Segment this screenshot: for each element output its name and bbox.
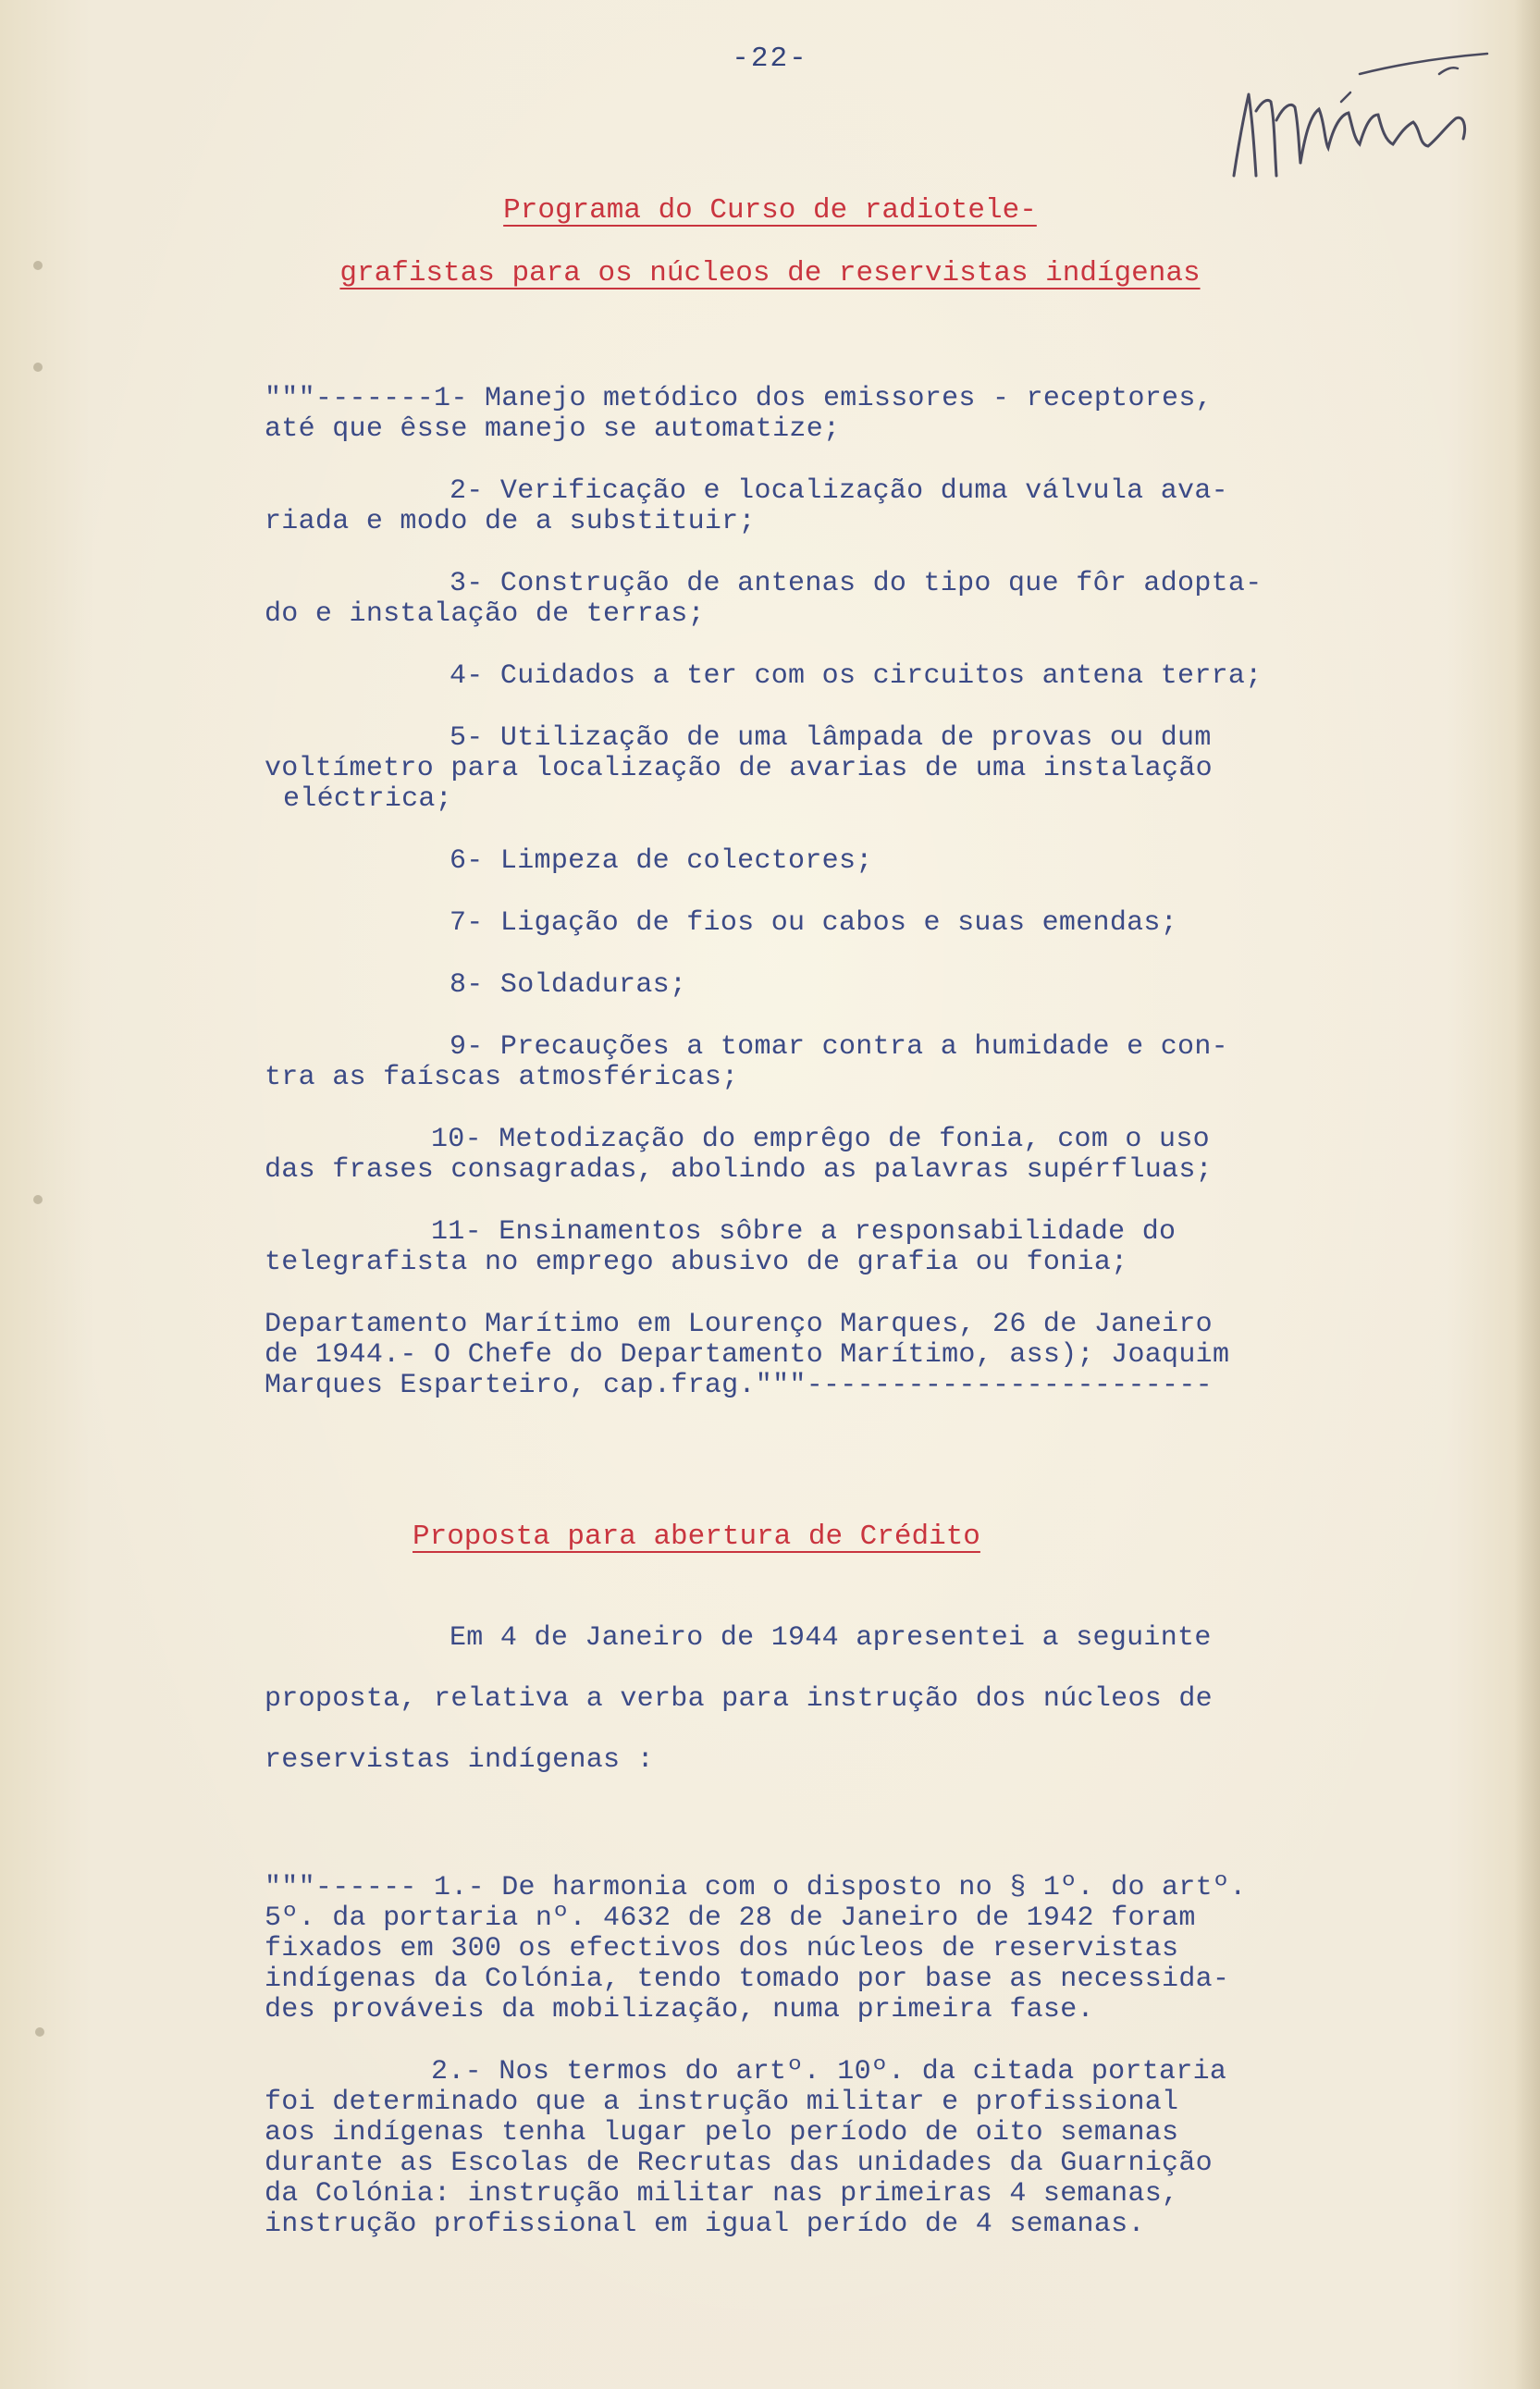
text-line: durante as Escolas de Recrutas das unidades da Guarnição bbox=[265, 2148, 1213, 2179]
paper-mark bbox=[33, 1195, 43, 1204]
text-line: eléctrica; bbox=[283, 783, 453, 815]
text-line: fixados em 300 os efectivos dos núcleos de reservistas bbox=[265, 1933, 1179, 1964]
text-line: Marques Esparteiro, cap.frag."""------------------------ bbox=[265, 1370, 1213, 1401]
text-line: 10- Metodização do emprêgo de fonia, com o uso bbox=[431, 1124, 1210, 1155]
text-line: 7- Ligação de fios ou cabos e suas emendas; bbox=[450, 907, 1178, 939]
text-line: """-------1- Manejo metódico dos emissores - receptores, bbox=[265, 383, 1213, 414]
text-line: 9- Precauções a tomar contra a humidade e con- bbox=[450, 1031, 1228, 1063]
paper-edge-shadow bbox=[1514, 0, 1540, 2389]
text-line: proposta, relativa a verba para instrução dos núcleos de bbox=[265, 1683, 1213, 1715]
text-line: voltímetro para localização de avarias de uma instalação bbox=[265, 753, 1213, 784]
paper-mark bbox=[35, 2027, 44, 2037]
page-number: -22- bbox=[732, 43, 808, 75]
section-title-line-2: grafistas para os núcleos de reservistas indígenas bbox=[339, 257, 1201, 289]
text-line: riada e modo de a substituir; bbox=[265, 506, 756, 537]
text-line: 5- Utilização de uma lâmpada de provas ou dum bbox=[450, 722, 1212, 754]
text-line: até que êsse manejo se automatize; bbox=[265, 413, 841, 445]
text-line: das frases consagradas, abolindo as palavras supérfluas; bbox=[265, 1154, 1213, 1186]
text-line: 3- Construção de antenas do tipo que fôr adopta- bbox=[450, 568, 1263, 599]
text-line: de 1944.- O Chefe do Departamento Marítimo, ass); Joaquim bbox=[265, 1339, 1230, 1371]
text-line: foi determinado que a instrução militar e profissional bbox=[265, 2087, 1179, 2118]
text-line: Departamento Marítimo em Lourenço Marques, 26 de Janeiro bbox=[265, 1309, 1213, 1340]
text-line: """------ 1.- De harmonia com o disposto no § 1º. do artº. bbox=[265, 1872, 1247, 1903]
text-line: 4- Cuidados a ter com os circuitos antena terra; bbox=[450, 660, 1263, 692]
text-line: 6- Limpeza de colectores; bbox=[450, 845, 873, 877]
handwritten-signature bbox=[1221, 37, 1498, 203]
section-title: Proposta para abertura de Crédito bbox=[413, 1521, 980, 1553]
text-line: 11- Ensinamentos sôbre a responsabilidade do bbox=[431, 1216, 1177, 1248]
text-line: Em 4 de Janeiro de 1944 apresentei a seguinte bbox=[450, 1622, 1212, 1654]
text-line: telegrafista no emprego abusivo de grafia ou fonia; bbox=[265, 1247, 1128, 1278]
paper-mark bbox=[33, 363, 43, 372]
text-line: instrução profissional em igual perído de 4 semanas. bbox=[265, 2209, 1145, 2240]
text-line: 5º. da portaria nº. 4632 de 28 de Janeiro de 1942 foram bbox=[265, 1903, 1196, 1934]
text-line: aos indígenas tenha lugar pelo período de oito semanas bbox=[265, 2117, 1179, 2149]
text-line: 2- Verificação e localização duma válvula ava- bbox=[450, 475, 1228, 507]
text-line: do e instalação de terras; bbox=[265, 598, 705, 630]
text-line: da Colónia: instrução militar nas primeiras 4 semanas, bbox=[265, 2178, 1179, 2210]
text-line: 2.- Nos termos do artº. 10º. da citada portaria bbox=[431, 2056, 1227, 2087]
text-line: 8- Soldaduras; bbox=[450, 969, 687, 1001]
text-line: des prováveis da mobilização, numa primeira fase. bbox=[265, 1994, 1094, 2026]
text-line: indígenas da Colónia, tendo tomado por base as necessida- bbox=[265, 1964, 1230, 1995]
section-title-line-1: Programa do Curso de radiotele- bbox=[503, 194, 1037, 227]
text-line: tra as faíscas atmosféricas; bbox=[265, 1062, 739, 1093]
text-line: reservistas indígenas : bbox=[265, 1744, 654, 1776]
